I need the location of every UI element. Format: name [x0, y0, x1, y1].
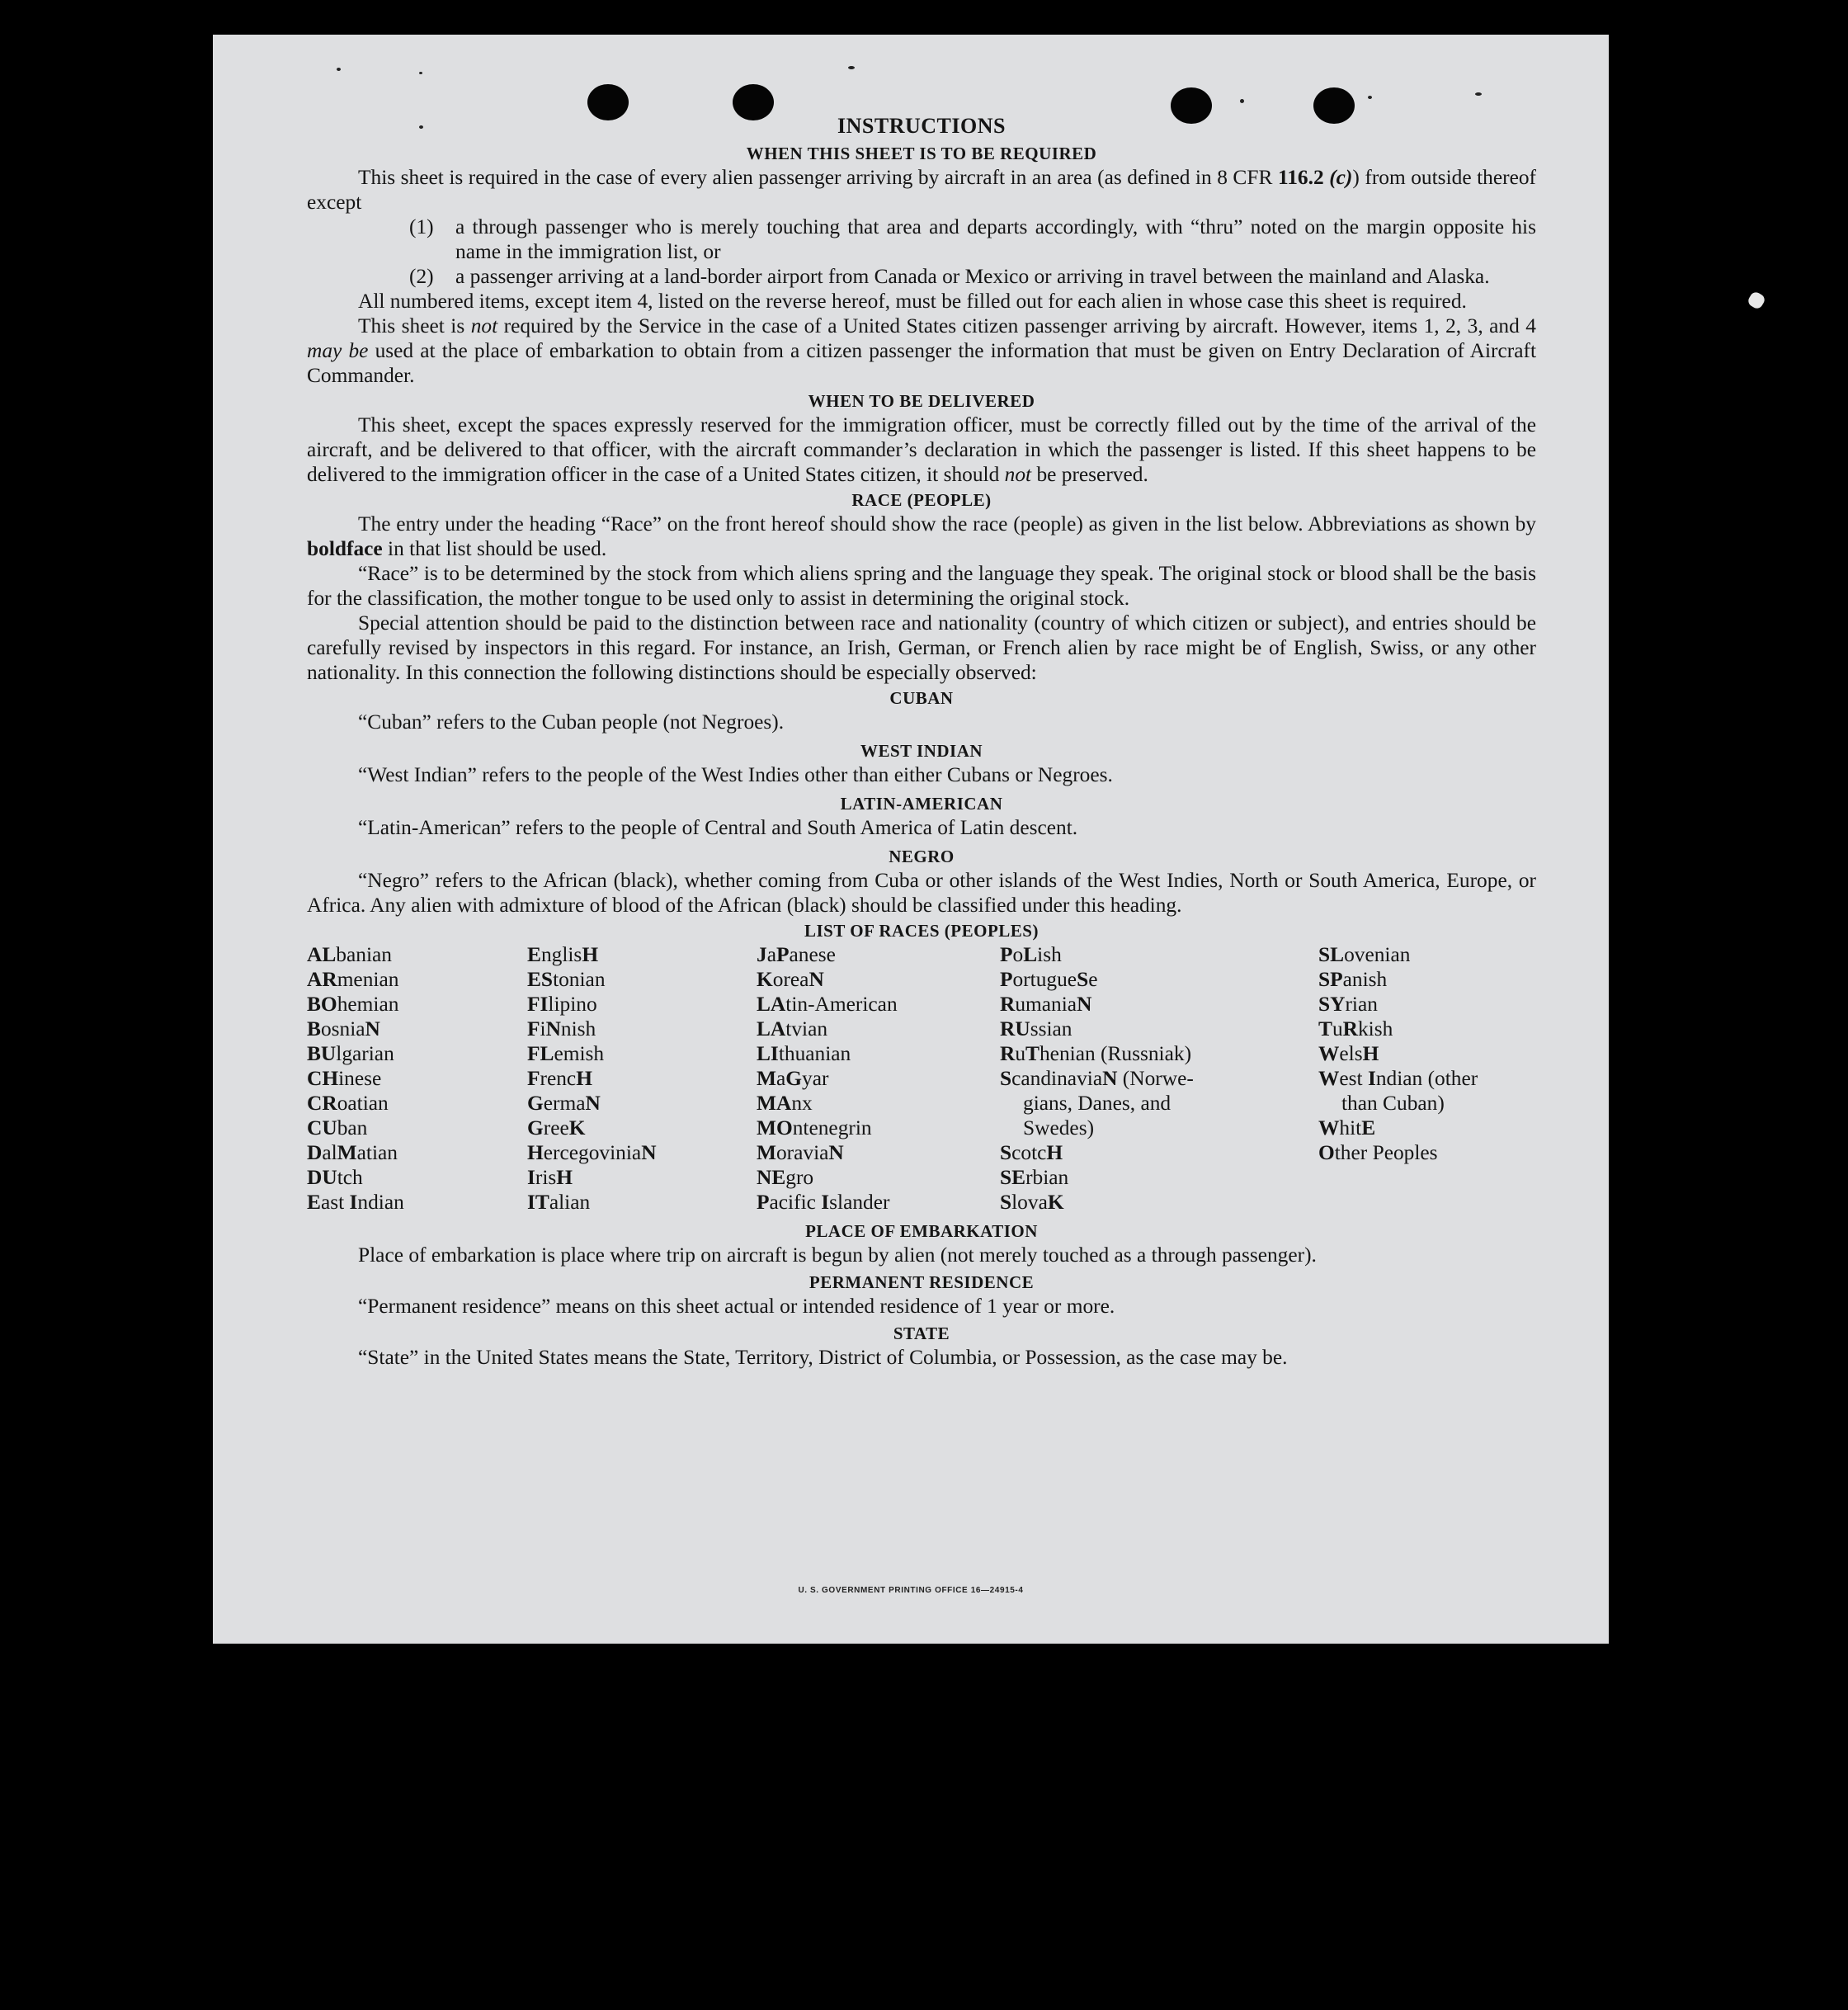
- race-entry: RuThenian (Russniak): [1000, 1042, 1192, 1065]
- race-paragraph-2: “Race” is to be determined by the stock from which aliens spring and the language they speak. The original stock or blood shall be the basis for the classification, the mother tongue to be used only to assist in determining the original stock.: [307, 562, 1536, 610]
- race-entry: FiNnish: [527, 1017, 596, 1040]
- instructions-content: [307, 111, 1536, 1370]
- race-entry: LAtin-American: [757, 993, 898, 1016]
- race-entry: PortugueSe: [1000, 968, 1098, 991]
- race-entry: MaGyar: [757, 1067, 829, 1090]
- section-heading-latin-american: LATIN-AMERICAN: [840, 794, 1003, 814]
- document-sheet: [213, 35, 1609, 1644]
- section-heading-delivered: WHEN TO BE DELIVERED: [808, 391, 1035, 411]
- race-entry: PoLish: [1000, 943, 1062, 966]
- race-entry: MAnx: [757, 1092, 813, 1115]
- race-entry: JaPanese: [757, 943, 836, 966]
- speck: [1475, 92, 1482, 96]
- race-entry: SlovaK: [1000, 1191, 1064, 1214]
- scan-speck: [1747, 290, 1767, 311]
- race-entry: Swedes): [1023, 1116, 1095, 1139]
- printer-footer: U. S. GOVERNMENT PRINTING OFFICE 16—24915-4: [798, 1586, 1024, 1595]
- race-entry: East Indian: [307, 1191, 404, 1214]
- citizen-note: This sheet is not required by the Service in the case of a United States citizen passenger arriving by aircraft. However, items 1, 2, 3, and 4 may be used at the place of embarkation to obtain from a citizen passenger the information that must be given on Entry Declaration of Aircraft Commander.: [307, 314, 1536, 387]
- race-paragraph-3: Special attention should be paid to the distinction between race and nationality (country of which citizen or subject), and entries should be carefully revised by inspectors in this regard. For instance, an Irish, German, or French alien by race might be of English, Swiss, or any other nationality. In this connection the following distinctions should be especially observed:: [307, 611, 1536, 684]
- race-entry: SPanish: [1318, 968, 1388, 991]
- race-entry: LAtvian: [757, 1017, 828, 1040]
- race-entry: DalMatian: [307, 1141, 398, 1164]
- race-entry: BOhemian: [307, 993, 399, 1016]
- negro-text: “Negro” refers to the African (black), whether coming from Cuba or other islands of the West Indies, North or South America, Europe, or Africa. Any alien with admixture of blood of the African (black) should be classified under this heading.: [307, 869, 1536, 917]
- speck: [419, 72, 422, 74]
- section-heading-cuban: CUBAN: [889, 688, 954, 708]
- race-entry: MoraviaN: [757, 1141, 844, 1164]
- race-entry: CUban: [307, 1116, 368, 1139]
- race-entry: Pacific Islander: [757, 1191, 890, 1214]
- race-entry: EStonian: [527, 968, 606, 991]
- race-entry: GreeK: [527, 1116, 586, 1139]
- race-column-4: [1000, 942, 1252, 1215]
- section-heading-race: RACE (PEOPLE): [851, 490, 992, 510]
- race-entry: ALbanian: [307, 943, 392, 966]
- required-intro: This sheet is required in the case of every alien passenger arriving by aircraft in an area (as defined in 8 CFR 116.2 (c)) from outside thereof except: [307, 166, 1536, 214]
- section-heading-west-indian: WEST INDIAN: [860, 741, 983, 761]
- race-entry: DUtch: [307, 1166, 363, 1189]
- race-entry: BosniaN: [307, 1017, 380, 1040]
- race-entry: FrencH: [527, 1067, 592, 1090]
- race-entry: FLemish: [527, 1042, 605, 1065]
- race-entry: MOntenegrin: [757, 1116, 872, 1139]
- section-heading-embarkation: PLACE OF EMBARKATION: [805, 1221, 1038, 1241]
- race-entry: West Indian (other: [1318, 1067, 1478, 1090]
- race-entry: BUlgarian: [307, 1042, 394, 1065]
- race-entry: IrisH: [527, 1166, 573, 1189]
- race-entry: ScandinaviaN (Norwe-: [1000, 1067, 1194, 1090]
- delivered-text: This sheet, except the spaces expressly reserved for the immigration officer, must be correctly filled out by the time of the arrival of the aircraft, and be delivered to that officer, with the aircraft commander’s declaration in which the passenger is listed. If this sheet happens to be delivered to the immigration officer in the case of a United States citizen, it should not be preserved.: [307, 413, 1536, 486]
- race-entry: SErbian: [1000, 1166, 1069, 1189]
- embarkation-text: Place of embarkation is place where trip on aircraft is begun by alien (not merely touched as a through passenger).: [358, 1243, 1317, 1267]
- race-entry: WhitE: [1318, 1116, 1376, 1139]
- section-heading-negro: NEGRO: [889, 847, 955, 866]
- west-indian-text: “West Indian” refers to the people of the West Indies other than either Cubans or Negroes.: [358, 763, 1113, 786]
- race-entry: GermaN: [527, 1092, 601, 1115]
- race-entry: WelsH: [1318, 1042, 1379, 1065]
- residence-text: “Permanent residence” means on this sheet actual or intended residence of 1 year or more.: [358, 1295, 1115, 1318]
- race-entry: FIlipino: [527, 993, 597, 1016]
- race-column-2: [527, 942, 742, 1215]
- race-entry: SYrian: [1318, 993, 1378, 1016]
- race-entry: EnglisH: [527, 943, 599, 966]
- numbered-items-note: All numbered items, except item 4, listed on the reverse hereof, must be filled out for each alien in whose case this sheet is required.: [358, 290, 1467, 313]
- race-entry: HercegoviniaN: [527, 1141, 657, 1164]
- race-entry: LIthuanian: [757, 1042, 851, 1065]
- race-entry: CRoatian: [307, 1092, 389, 1115]
- race-column-5: [1318, 942, 1536, 1165]
- cuban-text: “Cuban” refers to the Cuban people (not Negroes).: [358, 710, 785, 734]
- section-heading-state: STATE: [893, 1323, 950, 1343]
- state-text: “State” in the United States means the State, Territory, District of Columbia, or Possession, as the case may be.: [358, 1346, 1288, 1369]
- race-paragraph-1: The entry under the heading “Race” on the front hereof should show the race (people) as given in the list below. Abbreviations as shown by boldface in that list should be used.: [307, 512, 1536, 560]
- race-entry: RUssian: [1000, 1017, 1072, 1040]
- race-entry: CHinese: [307, 1067, 382, 1090]
- section-heading-list: LIST OF RACES (PEOPLES): [804, 921, 1039, 941]
- exception-2: (2) a passenger arriving at a land-border airport from Canada or Mexico or arriving in travel between the mainland and Alaska.: [409, 265, 1490, 288]
- race-entry: ARmenian: [307, 968, 399, 991]
- section-heading-residence: PERMANENT RESIDENCE: [808, 1272, 1035, 1292]
- race-entry: NEgro: [757, 1166, 814, 1189]
- race-entry: KoreaN: [757, 968, 824, 991]
- speck: [1240, 99, 1244, 103]
- exception-1: (1) a through passenger who is merely touching that area and departs accordingly, with “thru” noted on the margin opposite his name in the immigration list, or: [409, 215, 1536, 263]
- race-entry: than Cuban): [1341, 1092, 1445, 1115]
- race-entry: ITalian: [527, 1191, 591, 1214]
- race-entry: gians, Danes, and: [1023, 1092, 1172, 1115]
- race-list: [307, 942, 1536, 1216]
- race-column-3: [757, 942, 988, 1215]
- section-heading-required: WHEN THIS SHEET IS TO BE REQUIRED: [746, 144, 1097, 163]
- race-entry: RumaniaN: [1000, 993, 1092, 1016]
- race-entry: TuRkish: [1318, 1017, 1393, 1040]
- speck: [337, 68, 341, 71]
- race-entry: ScotcH: [1000, 1141, 1063, 1164]
- race-entry: SLovenian: [1318, 943, 1411, 966]
- speck: [1368, 96, 1372, 99]
- race-entry: Other Peoples: [1318, 1141, 1438, 1164]
- latin-american-text: “Latin-American” refers to the people of Central and South America of Latin descent.: [358, 816, 1078, 839]
- race-column-1: [307, 942, 513, 1215]
- page-title: INSTRUCTIONS: [837, 114, 1006, 138]
- speck: [848, 66, 855, 69]
